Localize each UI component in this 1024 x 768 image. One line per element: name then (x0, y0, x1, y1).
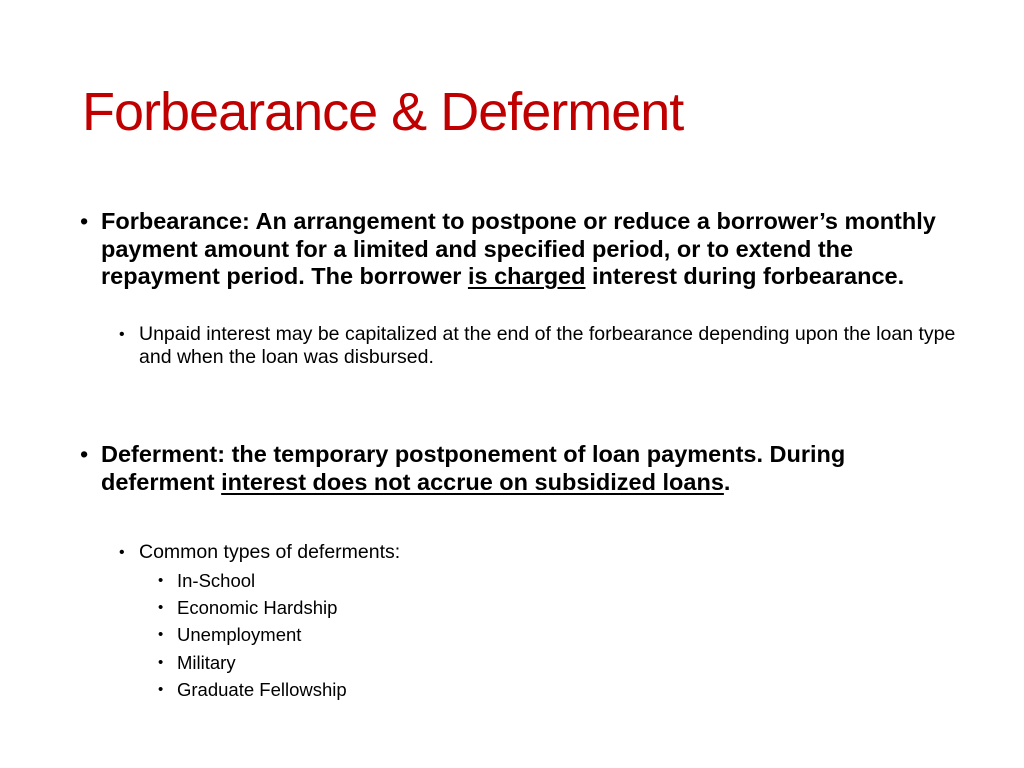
sub-bullet-capitalized (119, 323, 959, 369)
bullet-dot: • (158, 626, 164, 643)
deferment-type-label: Unemployment (177, 624, 302, 645)
bullet-dot: • (80, 441, 89, 467)
bullet-dot: • (119, 544, 125, 561)
deferment-text-b: . (723, 468, 731, 495)
bullet-dot: • (119, 326, 125, 343)
common-types-text: Common types of deferments: (139, 541, 401, 563)
list-item (158, 570, 677, 592)
forbearance-text-a: Forbearance: An arrangement to postpone or reduce a borrower’s monthly payment amount for a limited and specified period, or to extend the repayment period. The borrower (101, 208, 936, 289)
bullet-dot: • (158, 681, 164, 698)
forbearance-underlined: is charged (467, 263, 586, 289)
list-item (158, 624, 677, 646)
forbearance-text-b: interest during forbearance. (585, 263, 905, 289)
deferment-type-label: Economic Hardship (177, 597, 338, 618)
list-item (158, 679, 677, 701)
bullet-dot: • (158, 599, 164, 616)
deferment-type-label: Graduate Fellowship (177, 679, 347, 700)
bullet-forbearance (80, 208, 961, 291)
bullet-dot: • (80, 208, 89, 234)
slide-title: Forbearance & Deferment (82, 82, 684, 142)
bullet-dot: • (158, 572, 164, 589)
deferment-type-label: Military (177, 652, 236, 673)
bullet-dot: • (158, 654, 164, 671)
capitalized-text: Unpaid interest may be capitalized at the end of the forbearance depending upon the loan type and when the loan was disbursed. (139, 323, 956, 368)
deferment-type-label: In-School (177, 570, 256, 591)
list-item (158, 652, 677, 674)
deferment-underlined: interest does not accrue on subsidized loans (221, 468, 724, 495)
sub-bullet-common-types (119, 541, 959, 564)
deferment-text-a: Deferment: the temporary postponement of loan payments. During deferment (101, 441, 846, 495)
list-item (158, 597, 677, 619)
bullet-deferment (80, 441, 961, 496)
